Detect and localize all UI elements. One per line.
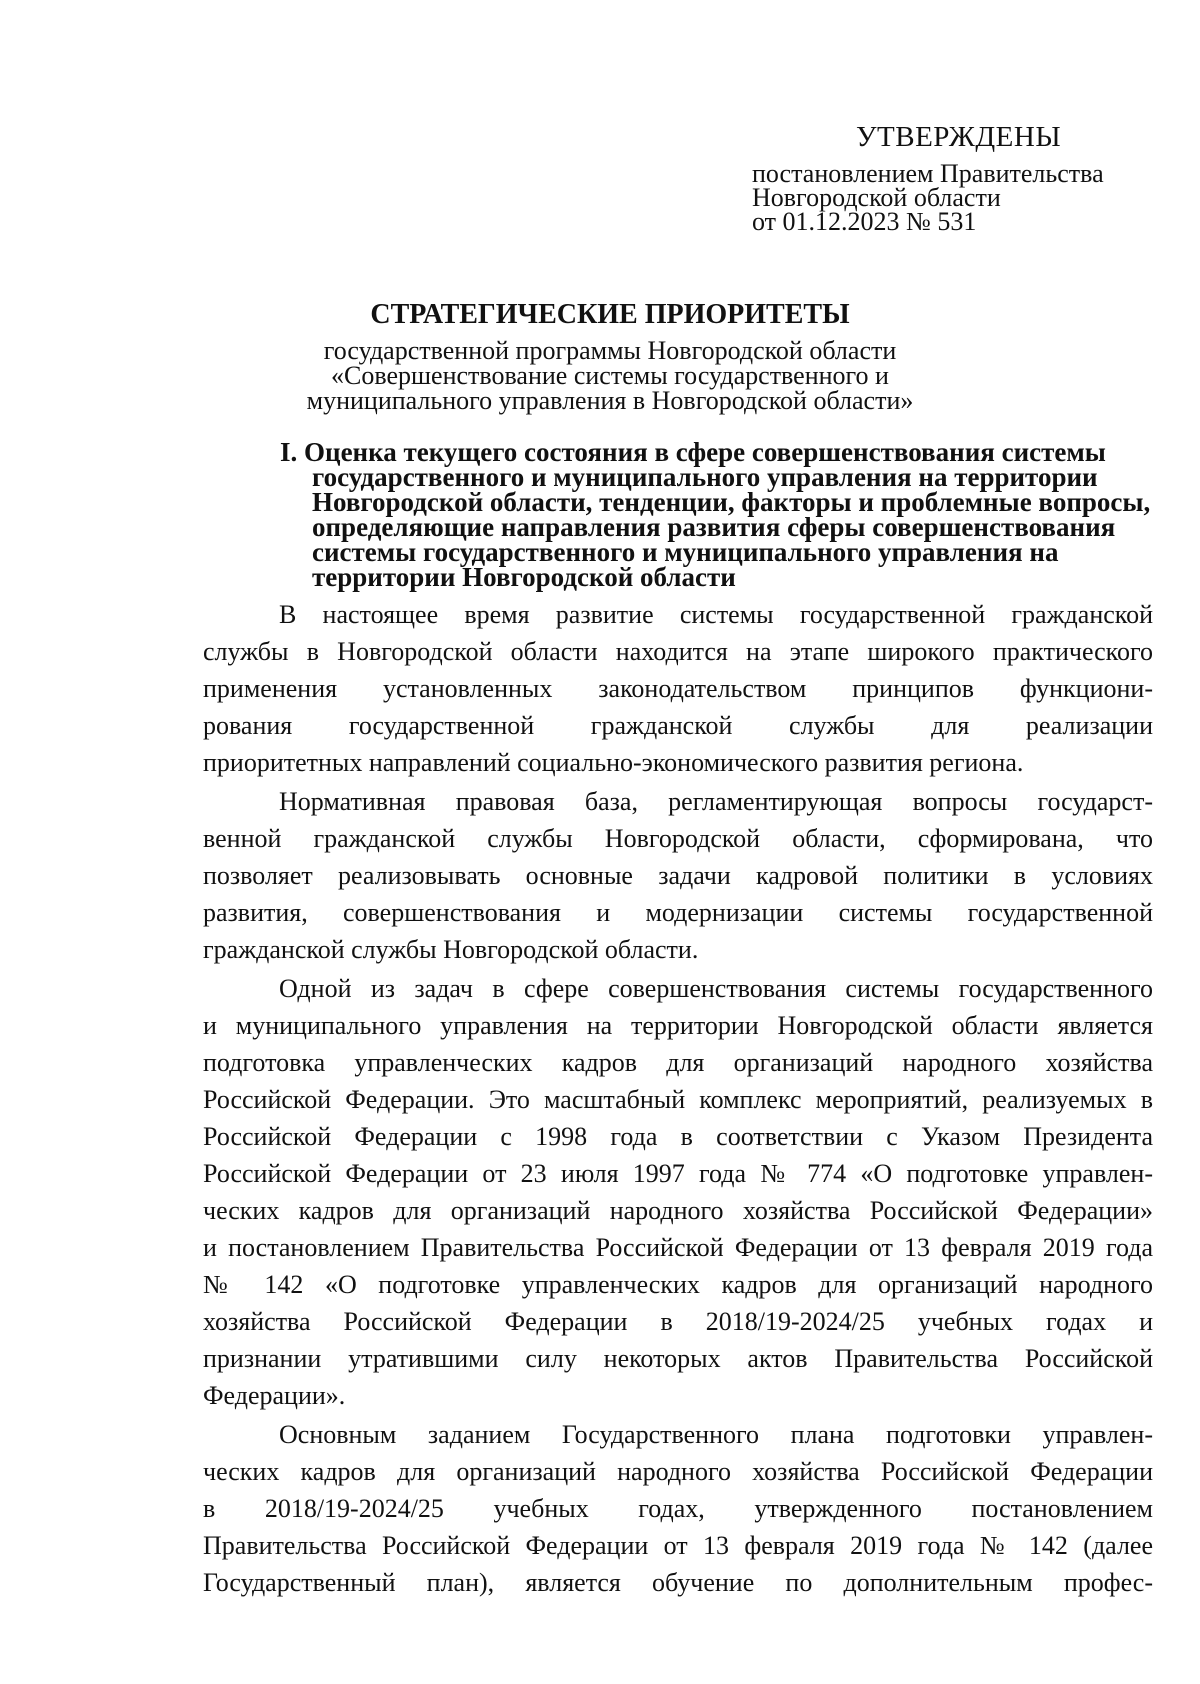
paragraph [203,596,1153,781]
heading-line: территории Новгородской области [312,562,736,592]
paragraph-line: ческих кадров для организаций народного хозяйства Российской Федерации» [203,1196,1153,1225]
paragraph-line: и постановлением Правительства Российской Федерации от 13 февраля 2019 года [203,1233,1153,1262]
subtitle-line: «Совершенствование системы государственного и [331,361,889,390]
paragraph-line: рования государственной гражданской службы для реализации [203,711,1153,740]
paragraph-line: Правительства Российской Федерации от 13 февраля 2019 года № 142 (далее [203,1531,1153,1560]
subtitle-line: муниципального управления в Новгородской области» [306,386,914,415]
paragraph-line: гражданской службы Новгородской области. [203,935,699,964]
paragraph-line: венной гражданской службы Новгородской области, сформирована, что [203,824,1153,853]
paragraph-line: и муниципального управления на территории Новгородской области является [203,1011,1153,1040]
heading-line: определяющие направления развития сферы совершенствования [312,512,1116,542]
paragraph-line: Федерации». [203,1381,346,1410]
paragraph-line: Российской Федерации от 23 июля 1997 года № 774 «О подготовке управлен- [203,1159,1153,1188]
paragraph-line: Основным заданием Государственного плана подготовки управлен- [279,1420,1153,1449]
paragraph-line: подготовка управленческих кадров для организаций народного хозяйства [203,1048,1153,1077]
paragraph-line: признании утратившими силу некоторых актов Правительства Российской [203,1344,1153,1373]
paragraph-line: приоритетных направлений социально-экономического развития региона. [203,748,1024,777]
paragraph-line: службы в Новгородской области находится на этапе широкого практического [203,637,1153,666]
section-heading [280,437,1151,592]
paragraph [203,1416,1153,1601]
document-subtitle [200,338,1020,413]
paragraph-line: Российской Федерации. Это масштабный комплекс мероприятий, реализуемых в [203,1085,1153,1114]
paragraph [203,783,1153,968]
paragraph-line: применения установленных законодательством принципов функциони- [203,674,1153,703]
heading-line: системы государственного и муниципального управления на [312,537,1059,567]
approval-line: Новгородской области [752,183,1001,212]
approval-block [752,159,1104,236]
paragraph-line: Одной из задач в сфере совершенствования системы государственного [279,974,1153,1003]
paragraph-line: Государственный план), является обучение по дополнительным профес- [203,1568,1153,1597]
heading-line: Новгородской области, тенденции, факторы и проблемные вопросы, [312,487,1151,517]
heading-line: I. Оценка текущего состояния в сфере совершенствования системы [280,437,1106,467]
paragraph-line: ческих кадров для организаций народного хозяйства Российской Федерации [203,1457,1153,1486]
subtitle-line: государственной программы Новгородской области [323,336,897,365]
paragraph-line: позволяет реализовывать основные задачи кадровой политики в условиях [203,861,1153,890]
document-title: СТРАТЕГИЧЕСКИЕ ПРИОРИТЕТЫ [370,299,850,330]
approval-line: постановлением Правительства [752,159,1104,188]
approval-line: от 01.12.2023 № 531 [752,207,977,236]
heading-line: государственного и муниципального управления на территории [312,462,1098,492]
paragraph [203,970,1153,1414]
paragraph-line: развития, совершенствования и модернизации системы государственной [203,898,1153,927]
paragraph-line: хозяйства Российской Федерации в 2018/19-2024/25 учебных годах и [203,1307,1153,1336]
body-text [203,596,1153,1603]
paragraph-line: в 2018/19-2024/25 учебных годах, утвержденного постановлением [203,1494,1153,1523]
approval-title: УТВЕРЖДЕНЫ [856,121,1062,153]
paragraph-line: Российской Федерации с 1998 года в соответствии с Указом Президента [203,1122,1153,1151]
paragraph-line: В настоящее время развитие системы государственной гражданской [279,600,1153,629]
paragraph-line: Нормативная правовая база, регламентирующая вопросы государст- [279,787,1153,816]
paragraph-line: № 142 «О подготовке управленческих кадров для организаций народного [203,1270,1153,1299]
